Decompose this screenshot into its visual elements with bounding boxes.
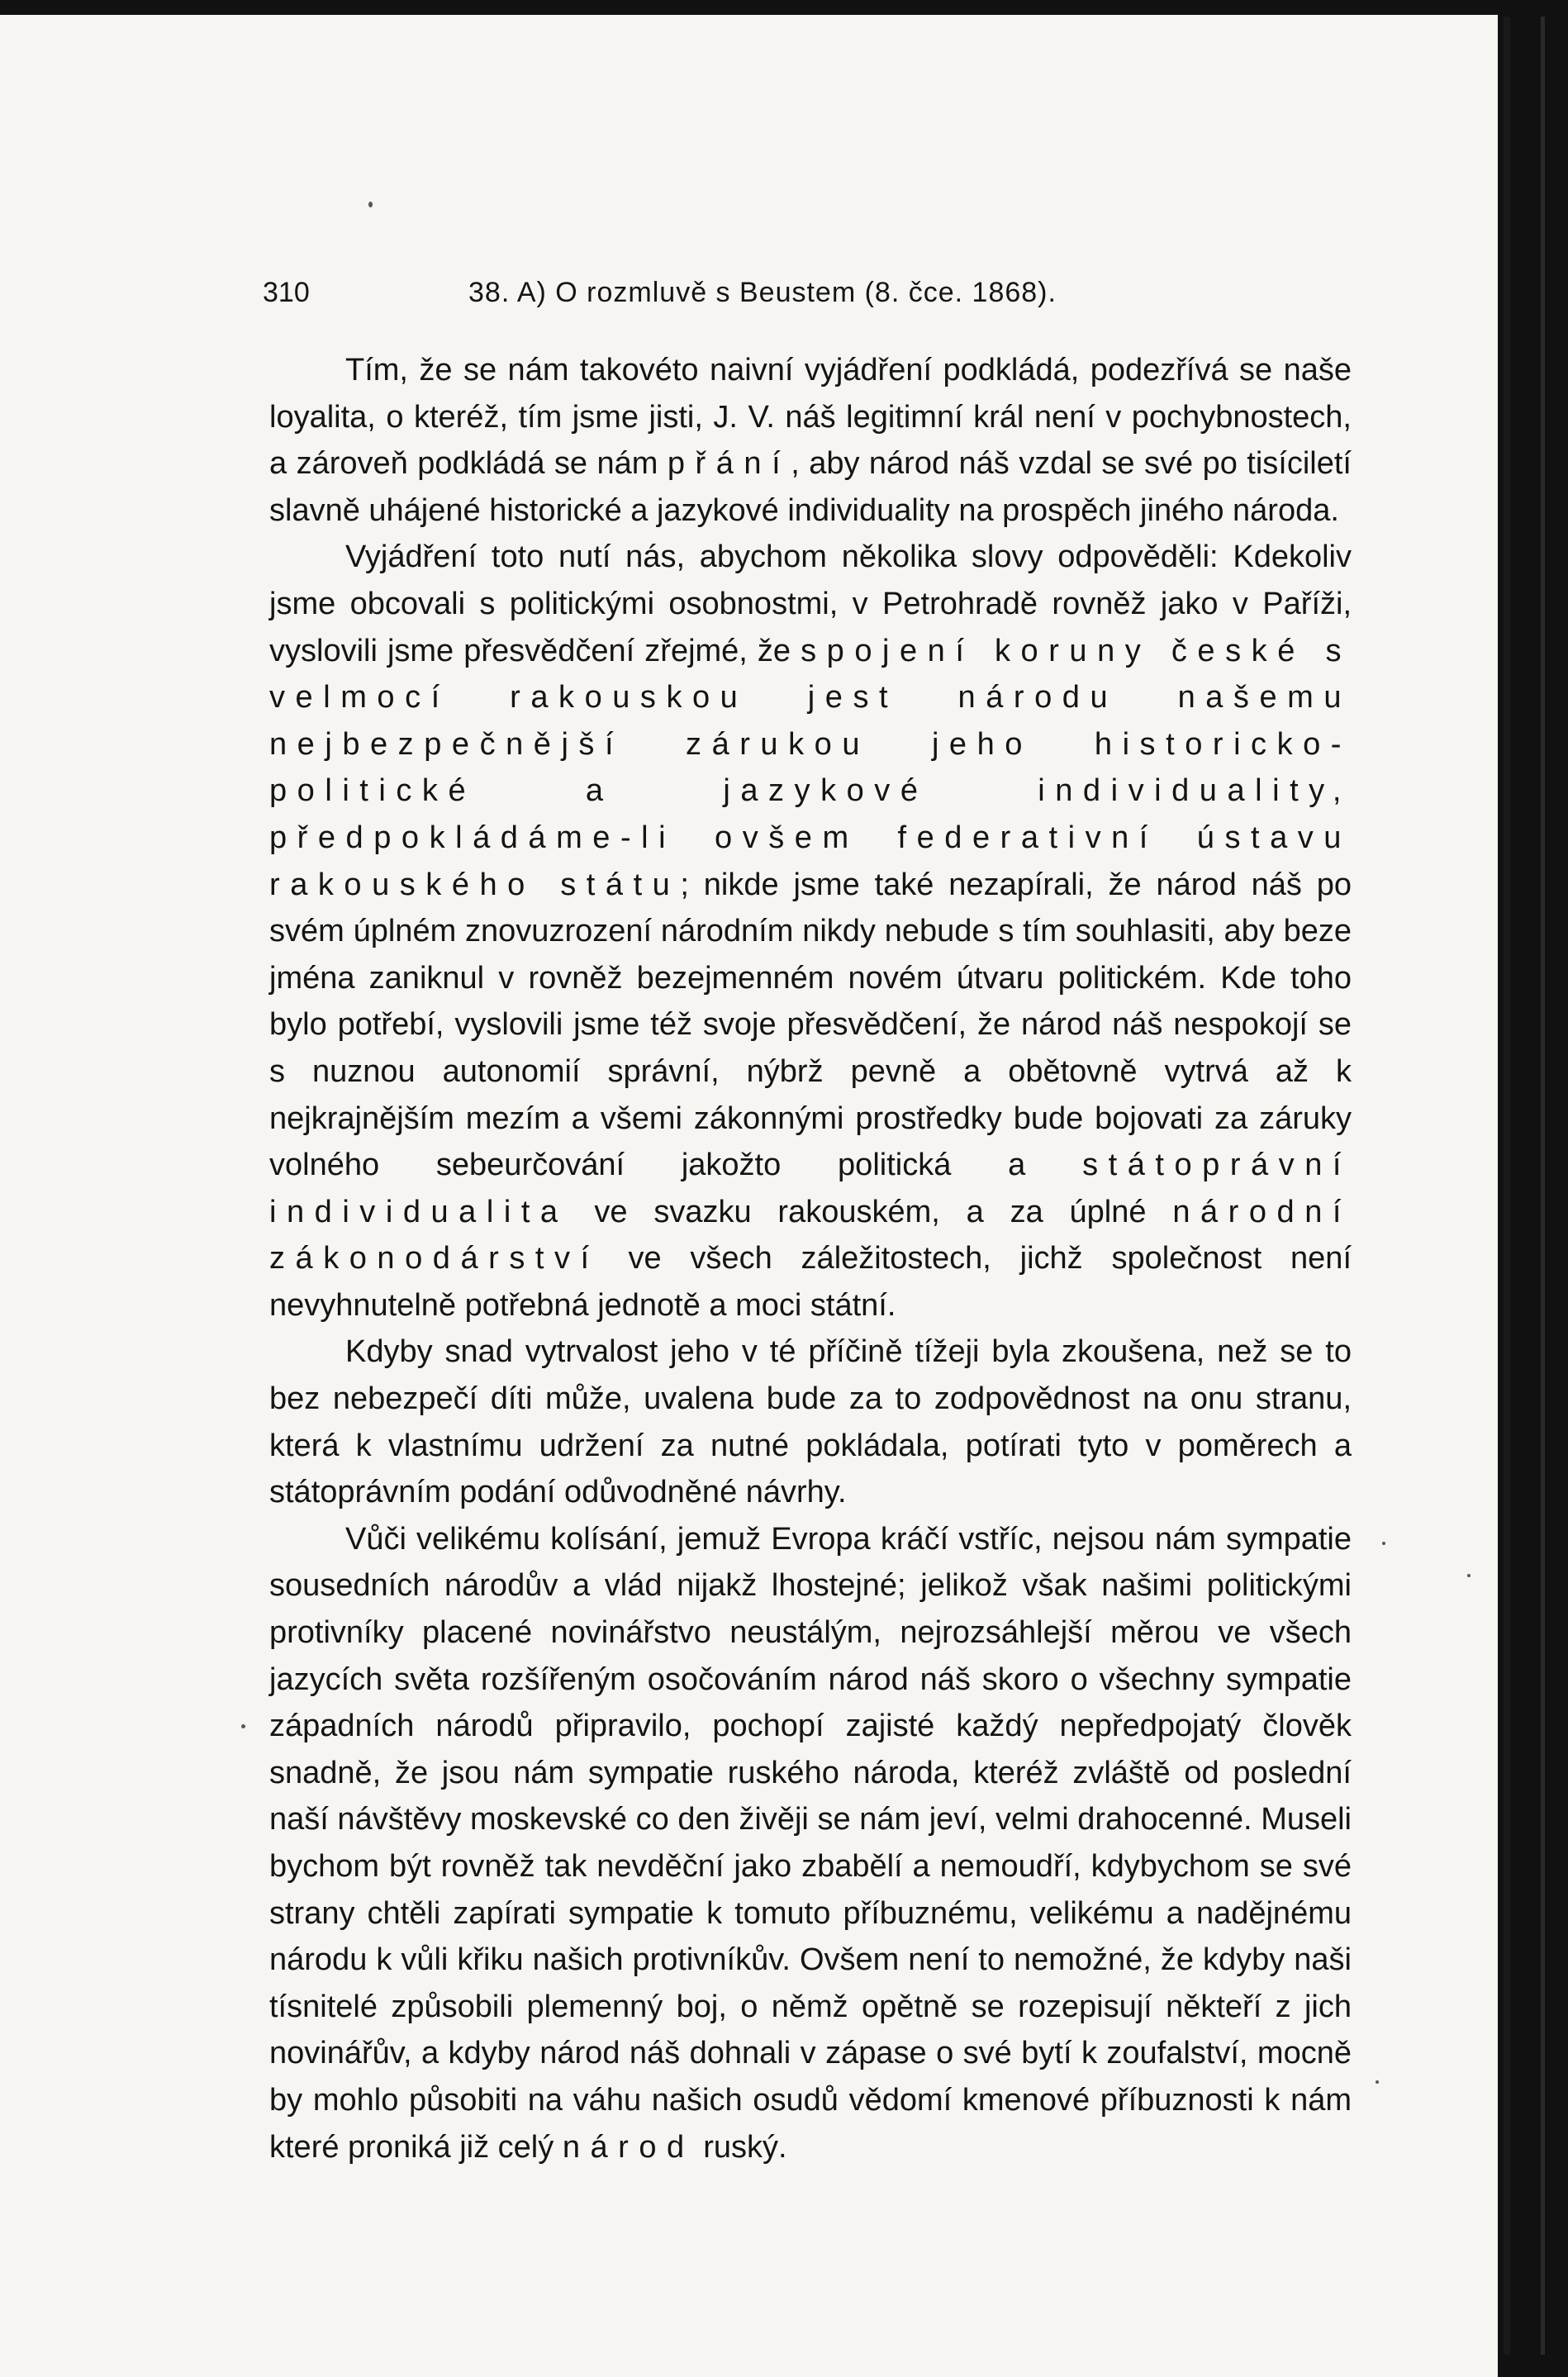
body-text <box>269 347 1352 2170</box>
text-segment: ve svazku rakouském, a za úplné <box>568 1194 1173 1229</box>
emphasized-text: národní zákonodárství <box>269 1194 1352 1276</box>
scan-speck <box>1467 1574 1471 1577</box>
emphasized-text: národ <box>562 2129 695 2165</box>
scan-speck <box>1382 1542 1385 1545</box>
scan-speck <box>241 1724 245 1728</box>
text-segment: Tím, že se nám takovéto naivní vyjádření podkládá, podezřívá se naše loyalita, o kteréž, tím jsme jisti, J. V. náš legitimní král není v pochybnostech, a zároveň podkládá se nám <box>269 353 1352 482</box>
emphasized-text: státoprávní individualita <box>269 1148 1352 1229</box>
scan-edge-line <box>1504 17 1510 2355</box>
scan-speck <box>1376 2080 1379 2084</box>
page-number: 310 <box>263 277 310 308</box>
paragraph <box>269 1329 1352 1515</box>
text-segment: ruský. <box>694 2129 787 2165</box>
text-segment: ; nikde jsme také nezapírali, že národ náš po svém úplném znovuzrození národním nikdy nebude s tím souhlasiti, aby beze jména zaniknul v rovněž bezejmenném novém útvaru politickém. Kde toho bylo potřebí, vyslovili jsme též svoje přesvědčení, že národ náš nespokojí se s nuznou autonomií správní, nýbrž pevně a obětovně vytrvá až k nejkrajnějším mezím a všemi zákonnými prostředky bude bojovati za záruky volného sebeurčování jakožto politická a <box>269 867 1352 1183</box>
page-header <box>263 277 1361 326</box>
emphasized-text: spojení koruny české s velmocí rakouskou jest národu našemu nejbezpečnější zárukou jeho historicko-politické a jazykové individuality, předpokládáme-li ovšem federativní ústavu rakouského státu <box>269 633 1352 902</box>
text-segment: Vůči velikému kolísání, jemuž Evropa kráčí vstříc, nejsou nám sympatie sousedních národův a vlád nijakž lhostejné; jelikož však našimi politickými protivníky placené novinářstvo neustálým, nejrozsáhlejší měrou ve všech jazycích světa rozšířeným osočováním národ náš skoro o všechny sympatie západních národů připravilo, pochopí zajisté každý nepředpojatý člověk snadně, že jsou nám sympatie ruského národa, kteréž zvláště od poslední naší návštěvy moskevské co den živěji se nám jeví, velmi drahocenné. Museli bychom být rovněž tak nevděční jako zbabělí a nemoudří, kdybychom se své strany chtěli zapírati sympatie k tomuto příbuznému, velikému a nadějnému národu k vůli křiku našich protivníkův. Ovšem není to nemožné, že kdyby naši tísnitelé způsobili plemenný boj, o němž opětně se rozepisují někteří z jich novinářův, a kdyby národ náš dohnali v zápase o své bytí k zoufalství, mocně by mohlo působiti na váhu našich osudů vědomí kmenové příbuznosti k nám které proniká již celý <box>269 1521 1352 2165</box>
text-segment: Vyjádření toto nutí nás, abychom několika slovy odpověděli: Kdekoliv jsme obcovali s politickými osobnostmi, v Petrohradě rovněž jako v Paříži, vyslovili jsme přesvědčení zřejmé, že <box>269 540 1352 668</box>
emphasized-text: přání <box>667 446 791 482</box>
paragraph <box>269 1516 1352 2170</box>
text-segment: , aby národ náš vzdal se své po tisíciletí slavně uhájené historické a jazykové individuality na prospěch jiného národa. <box>269 446 1352 528</box>
text-segment: ve všech záležitostech, jichž společnost není nevyhnutelně potřebná jednotě a moci státní. <box>269 1241 1352 1323</box>
paragraph <box>269 347 1352 534</box>
running-head: 38. A) O rozmluvě s Beustem (8. čce. 1868). <box>468 277 1057 308</box>
scan-edge-line <box>1541 17 1545 2355</box>
scan-speck <box>368 202 373 207</box>
text-segment: Kdyby snad vytrvalost jeho v té příčině tížeji byla zkoušena, než se to bez nebezpečí díti může, uvalena bude za to zodpovědnost na onu stranu, která k vlastnímu udržení za nutné pokládala, potírati tyto v poměrech a státoprávním podání odůvodněné návrhy. <box>269 1334 1352 1510</box>
paragraph <box>269 534 1352 1329</box>
